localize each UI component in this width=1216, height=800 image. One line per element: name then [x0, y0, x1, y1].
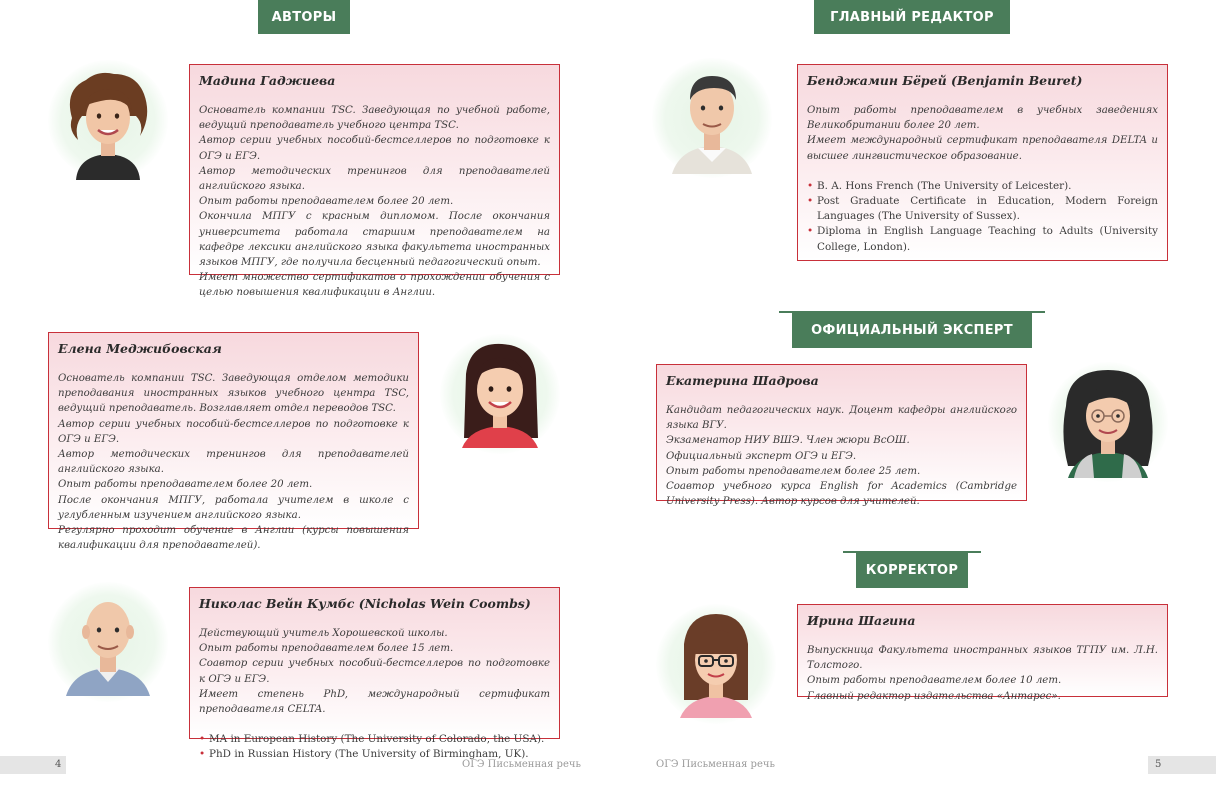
list-item: • B. A. Hons French (The University of Leicester). — [807, 179, 1158, 194]
bio-line: Окончила МПГУ с красным дипломом. После окончания университета работала старшим преподавателем на кафедре лексики английского языка факультета иностранных языков МПГУ, где получила бесценный педагогический опыт. — [199, 211, 550, 269]
bio-line: Опыт работы преподавателем более 20 лет. — [199, 196, 454, 208]
author-bio — [199, 103, 550, 301]
list-item: • Diploma in English Language Teaching to Adults (University College, London). — [807, 224, 1158, 254]
bio-line: Имеет множество сертификатов о прохождении обучения с целью повышения квалификации в Англии. — [199, 272, 550, 299]
bio-line: Основатель компании TSC. Заведующая по учебной работе, ведущий преподаватель учебного центра TSC. — [199, 105, 550, 132]
footer-title-right: ОГЭ Письменная речь — [656, 759, 775, 770]
author-name: Елена Меджибовская — [58, 341, 222, 356]
author-bio — [58, 371, 409, 553]
woman-glasses-curly-icon — [1048, 362, 1168, 482]
author-bio — [807, 643, 1158, 704]
author-card-madina — [189, 64, 560, 299]
bio-line: Соавтор учебного курса English for Academics (Cambridge University Press). Автор курсов для учителей. — [666, 481, 1017, 508]
footer-title-left: ОГЭ Письменная речь — [462, 759, 581, 770]
page-number-left: 4 — [55, 759, 62, 770]
bio-line: Официальный эксперт ОГЭ и ЕГЭ. — [666, 450, 857, 462]
avatar-benjamin — [652, 58, 772, 178]
bio-line: Главный редактор издательства «Антарес». — [807, 690, 1061, 702]
author-card-nicholas — [189, 587, 560, 761]
bio-line: Экзаменатор НИУ ВШЭ. Член жюри ВсОШ. — [666, 435, 910, 447]
bio-line: Опыт работы преподавателем более 10 лет. — [807, 675, 1062, 687]
bio-line: Автор методических тренингов для преподавателей английского языка. — [58, 449, 409, 476]
woman-curly-hair-icon — [48, 60, 168, 180]
author-name: Екатерина Шадрова — [666, 373, 819, 388]
bio-line: После окончания МПГУ, работала учителем в школе с углубленным изучением английского языка. — [58, 494, 409, 521]
bio-line: Имеет степень PhD, международный сертификат преподавателя CELTA. — [199, 688, 550, 716]
author-card-elena — [48, 332, 419, 552]
author-bio — [666, 403, 1017, 509]
author-name: Бенджамин Бёрей (Benjamin Beuret) — [807, 73, 1083, 88]
author-name: Ирина Шагина — [807, 613, 916, 628]
page-number-right: 5 — [1155, 759, 1162, 770]
avatar-nicholas — [48, 582, 168, 702]
bio-line: Основатель компании TSC. Заведующая отделом методики преподавания иностранных языков учебного центра TSC, ведущий преподаватель. Возглавляет отдел переводов TSC. — [58, 373, 409, 415]
woman-glasses-bangs-icon — [656, 604, 776, 724]
bald-man-icon — [48, 582, 168, 702]
woman-dark-hair-icon — [440, 334, 560, 454]
banner-authors: АВТОРЫ — [258, 0, 350, 34]
bio-line: Опыт работы преподавателем более 15 лет. — [199, 643, 454, 655]
avatar-elena — [440, 334, 560, 454]
list-item: • PhD in Russian History (The University of Birmingham, UK). — [199, 747, 550, 762]
avatar-irina — [656, 604, 776, 724]
banner-chief-editor: ГЛАВНЫЙ РЕДАКТОР — [814, 0, 1010, 34]
bio-line: Опыт работы преподавателем более 25 лет. — [666, 465, 921, 477]
bio-line: Автор серии учебных пособий-бестселлеров по подготовке к ОГЭ и ЕГЭ. — [58, 418, 409, 445]
corrector-card-irina — [797, 604, 1168, 702]
editor-card-benjamin — [797, 64, 1168, 261]
banner-official-expert: ОФИЦИАЛЬНЫЙ ЭКСПЕРТ — [792, 312, 1032, 348]
bio-line: Автор методических тренингов для преподавателей английского языка. — [199, 165, 550, 193]
bio-line: Имеет международный сертификат преподавателя DELTA и высшее лингвистическое образование. — [807, 135, 1158, 162]
avatar-ekaterina — [1048, 362, 1168, 482]
list-item: • MA in European History (The University of Colorado, the USA). — [199, 732, 550, 747]
author-bio — [199, 626, 550, 717]
expert-card-ekaterina — [656, 364, 1027, 508]
bio-line: Выпускница Факультета иностранных языков ТГПУ им. Л.Н. Толстого. — [807, 645, 1158, 672]
man-short-hair-icon — [652, 58, 772, 178]
author-name: Мадина Гаджиева — [199, 73, 336, 88]
degree-list — [807, 179, 1158, 255]
bio-line: Соавтор серии учебных пособий-бестселлеров по подготовке к ОГЭ и ЕГЭ. — [199, 658, 550, 685]
banner-corrector: КОРРЕКТОР — [856, 552, 968, 588]
list-item: • Post Graduate Certificate in Education, Modern Foreign Languages (The University of Sussex). — [807, 194, 1158, 224]
author-bio — [807, 103, 1158, 164]
bio-line: Опыт работы преподавателем в учебных заведениях Великобритании более 20 лет. — [807, 105, 1158, 132]
author-name: Николас Вейн Кумбс (Nicholas Wein Coombs) — [199, 596, 531, 611]
bio-line: Опыт работы преподавателем более 20 лет. — [58, 479, 313, 491]
bio-line: Действующий учитель Хорошевской школы. — [199, 628, 448, 639]
bio-line: Регулярно проходит обучение в Англии (курсы повышения квалификации для преподавателей). — [58, 525, 409, 552]
bio-line: Автор серии учебных пособий-бестселлеров по подготовке к ОГЭ и ЕГЭ. — [199, 135, 550, 162]
avatar-madina — [48, 60, 168, 180]
bio-line: Кандидат педагогических наук. Доцент кафедры английского языка ВГУ. — [666, 405, 1017, 432]
